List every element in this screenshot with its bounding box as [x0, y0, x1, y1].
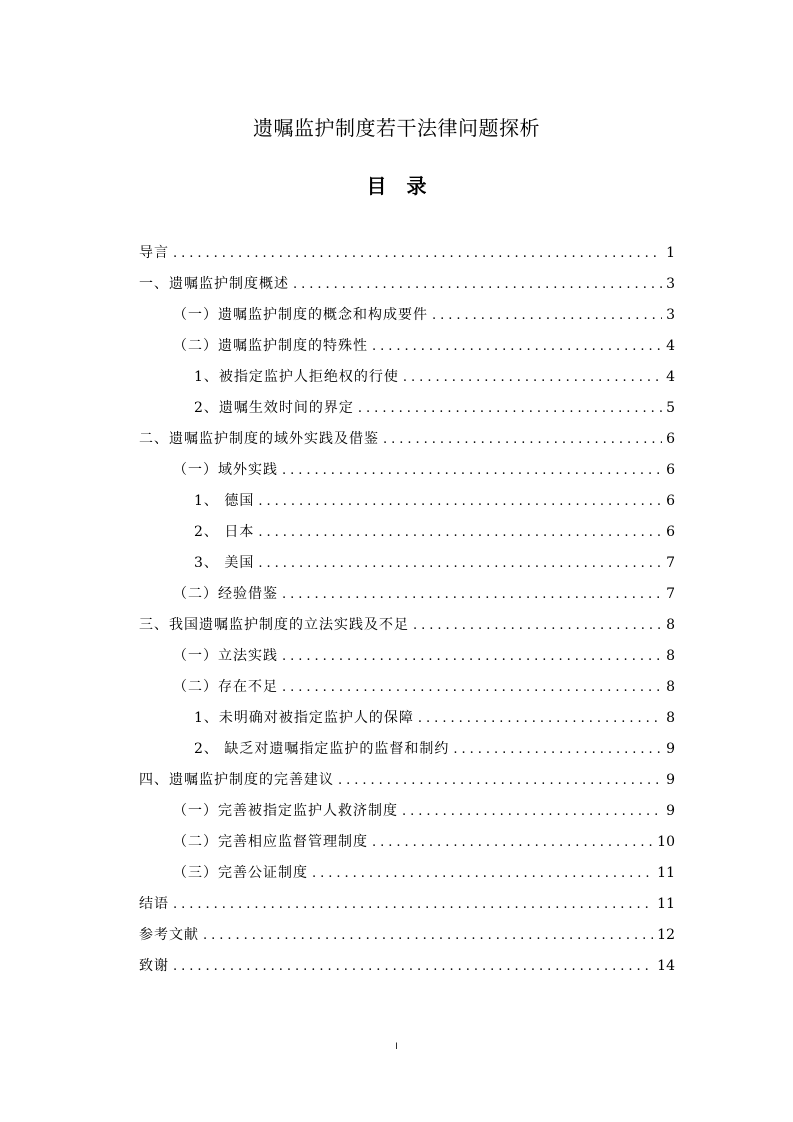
toc-entry-page: 8	[666, 710, 675, 726]
toc-dot-leader	[372, 331, 662, 362]
toc-dot-leader	[293, 269, 662, 300]
toc-dot-leader	[383, 424, 662, 455]
toc-entry-label: （一）完善被指定监护人救济制度	[173, 803, 398, 819]
toc-heading	[0, 172, 793, 200]
toc-entry-page: 11	[657, 896, 675, 912]
toc-entry[interactable]	[139, 703, 675, 734]
toc-entry-page: 7	[666, 586, 675, 602]
toc-entry-page: 7	[666, 555, 675, 571]
toc-entry[interactable]	[139, 269, 675, 300]
toc-entry-label: （一）立法实践	[173, 648, 278, 664]
toc-entry-label: 3、 美国	[194, 555, 255, 571]
toc-entry-label: （一）域外实践	[173, 462, 278, 478]
toc-entry-label: （三）完善公证制度	[173, 865, 308, 881]
toc-dot-leader	[282, 455, 662, 486]
toc-entry-label: 结语	[139, 896, 169, 912]
toc-entry-page: 3	[666, 307, 675, 323]
toc-dot-leader	[372, 827, 653, 858]
toc-entry-page: 6	[666, 462, 675, 478]
table-of-contents	[139, 238, 675, 982]
toc-dot-leader	[358, 393, 662, 424]
toc-entry-page: 10	[657, 834, 675, 850]
toc-dot-leader	[282, 641, 662, 672]
toc-entry-page: 9	[666, 803, 675, 819]
toc-entry[interactable]	[139, 920, 675, 951]
toc-entry-label: 三、我国遗嘱监护制度的立法实践及不足	[139, 617, 409, 633]
toc-entry-page: 4	[666, 369, 675, 385]
toc-entry-label: 二、遗嘱监护制度的域外实践及借鉴	[139, 431, 379, 447]
toc-entry[interactable]	[139, 579, 675, 610]
toc-entry-label: 2、 日本	[194, 524, 255, 540]
toc-entry-label: 一、遗嘱监护制度概述	[139, 276, 289, 292]
toc-entry[interactable]	[139, 424, 675, 455]
toc-entry-label: 1、被指定监护人拒绝权的行使	[194, 369, 399, 385]
toc-entry[interactable]	[139, 641, 675, 672]
toc-entry[interactable]	[139, 238, 675, 269]
toc-entry[interactable]	[139, 362, 675, 393]
toc-entry[interactable]	[139, 517, 675, 548]
toc-dot-leader	[258, 486, 662, 517]
toc-entry-page: 14	[657, 958, 675, 974]
page-number: I	[395, 1041, 398, 1051]
toc-entry[interactable]	[139, 827, 675, 858]
toc-dot-leader	[418, 703, 662, 734]
toc-entry-label: （二）存在不足	[173, 679, 278, 695]
toc-entry[interactable]	[139, 331, 675, 362]
toc-dot-leader	[258, 548, 662, 579]
toc-entry-page: 6	[666, 524, 675, 540]
toc-entry-page: 12	[657, 927, 675, 943]
toc-heading-second-char: 录	[406, 174, 427, 198]
toc-entry-label: 参考文献	[139, 927, 199, 943]
toc-entry[interactable]	[139, 300, 675, 331]
toc-dot-leader	[282, 579, 662, 610]
toc-entry-page: 5	[666, 400, 675, 416]
toc-entry[interactable]	[139, 796, 675, 827]
toc-dot-leader	[403, 362, 662, 393]
toc-dot-leader	[173, 238, 662, 269]
toc-entry[interactable]	[139, 889, 675, 920]
toc-entry-page: 9	[666, 772, 675, 788]
toc-dot-leader	[413, 610, 662, 641]
toc-entry-page: 8	[666, 679, 675, 695]
toc-entry-label: （二）经验借鉴	[173, 586, 278, 602]
toc-dot-leader	[203, 920, 653, 951]
toc-dot-leader	[312, 858, 653, 889]
toc-dot-leader	[258, 517, 662, 548]
toc-entry[interactable]	[139, 765, 675, 796]
toc-entry[interactable]	[139, 734, 675, 765]
toc-entry-page: 3	[666, 276, 675, 292]
toc-entry-page: 9	[666, 741, 675, 757]
toc-dot-leader	[282, 672, 662, 703]
toc-heading-first-char: 目	[366, 174, 387, 198]
toc-entry-label: 1、未明确对被指定监护人的保障	[194, 710, 414, 726]
toc-entry[interactable]	[139, 858, 675, 889]
toc-entry-page: 8	[666, 648, 675, 664]
toc-entry-label: 1、 德国	[194, 493, 255, 509]
toc-entry-label: （二）遗嘱监护制度的特殊性	[173, 338, 368, 354]
toc-entry[interactable]	[139, 672, 675, 703]
toc-entry-page: 6	[666, 431, 675, 447]
toc-entry-label: 2、 缺乏对遗嘱指定监护的监督和制约	[194, 741, 450, 757]
toc-entry-page: 1	[666, 245, 675, 261]
toc-entry-label: 2、遗嘱生效时间的界定	[194, 400, 354, 416]
toc-entry-label: 四、遗嘱监护制度的完善建议	[139, 772, 334, 788]
toc-entry[interactable]	[139, 393, 675, 424]
toc-entry[interactable]	[139, 455, 675, 486]
toc-dot-leader	[453, 734, 662, 765]
toc-entry-page: 4	[666, 338, 675, 354]
document-title: 遗嘱监护制度若干法律问题探析	[253, 116, 540, 140]
toc-entry-label: （一）遗嘱监护制度的概念和构成要件	[173, 307, 428, 323]
toc-entry[interactable]	[139, 548, 675, 579]
toc-entry-label: 致谢	[139, 958, 169, 974]
toc-entry-page: 11	[657, 865, 675, 881]
toc-entry-label: 导言	[139, 245, 169, 261]
toc-entry-page: 6	[666, 493, 675, 509]
toc-dot-leader	[173, 951, 653, 982]
toc-entry[interactable]	[139, 951, 675, 982]
toc-entry[interactable]	[139, 486, 675, 517]
toc-dot-leader	[432, 300, 662, 331]
toc-entry-page: 8	[666, 617, 675, 633]
toc-entry[interactable]	[139, 610, 675, 641]
toc-entry-label: （二）完善相应监督管理制度	[173, 834, 368, 850]
toc-dot-leader	[338, 765, 662, 796]
toc-dot-leader	[173, 889, 653, 920]
toc-dot-leader	[402, 796, 662, 827]
